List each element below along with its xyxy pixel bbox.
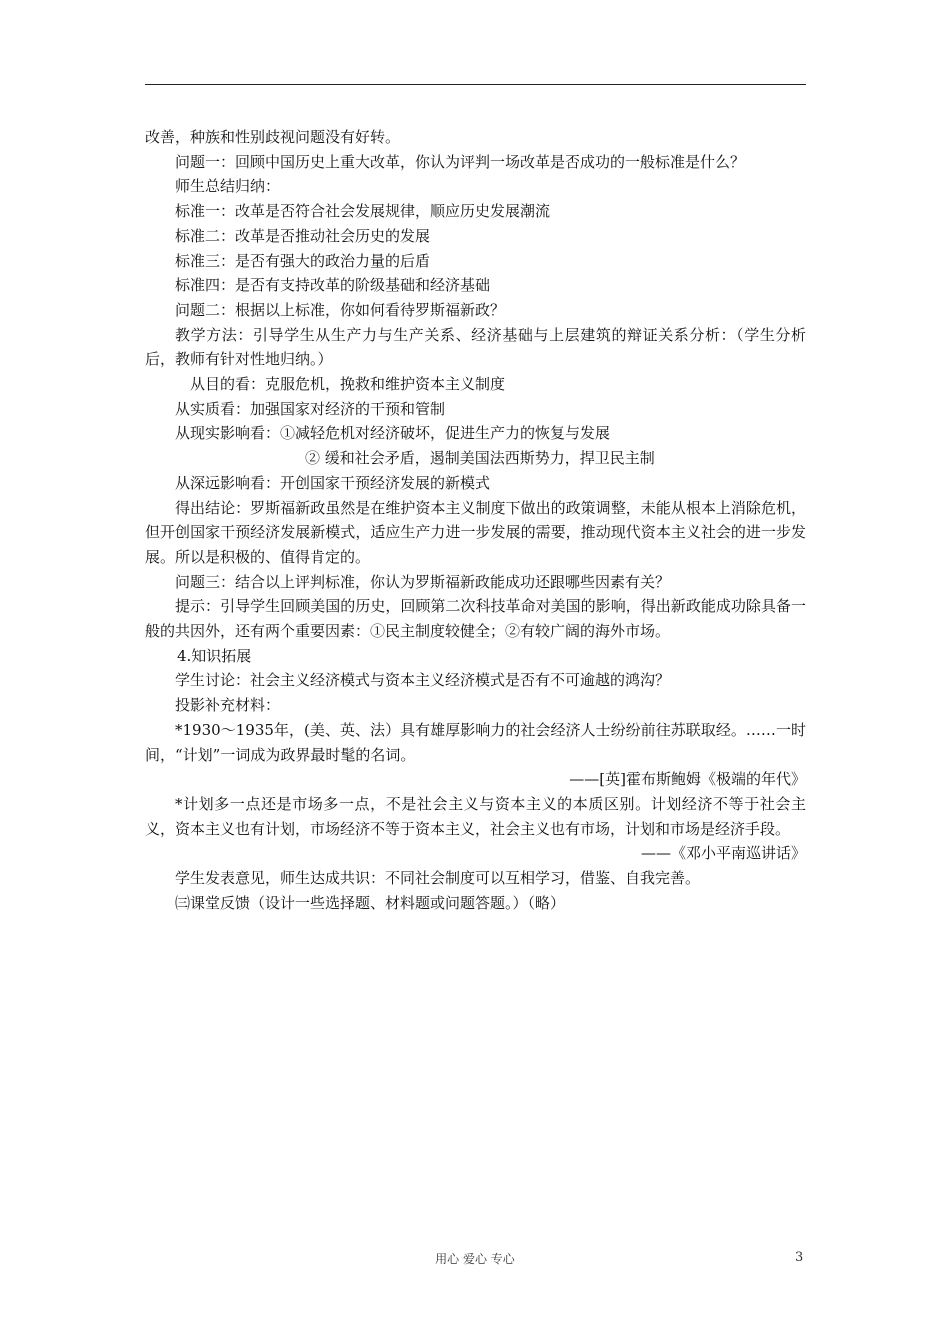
quote-source: ——《邓小平南巡讲话》	[640, 844, 806, 863]
paragraph: 师生总结归纳：	[175, 177, 281, 196]
paragraph: 学生发表意见，师生达成共识：不同社会制度可以互相学习，借鉴、自我完善。	[175, 869, 701, 888]
quote-paragraph: *1930～1935年，(美、英、法）具有雄厚影响力的社会经济人士纷纷前往苏联取经。……一时间，“计划”一词成为政界最时髦的名词。	[145, 720, 806, 764]
question-one: 问题一：回顾中国历史上重大改革，你认为评判一场改革是否成功的一般标准是什么？	[175, 152, 746, 171]
page-number: 3	[795, 1250, 804, 1265]
analysis-item: 从现实影响看：①减轻危机对经济破坏，促进生产力的恢复与发展	[175, 424, 611, 443]
quote-source: ——[英]霍布斯鲍姆《极端的年代》	[569, 770, 806, 789]
question-two: 问题二：根据以上标准，你如何看待罗斯福新政？	[175, 300, 506, 319]
footer-text: 用心 爱心 专心	[435, 1252, 515, 1266]
analysis-item: 从实质看：加强国家对经济的干预和管制	[175, 399, 446, 418]
section-heading: 4.知识拓展	[177, 646, 252, 665]
document-body	[145, 125, 806, 916]
quote-paragraph: *计划多一点还是市场多一点，不是社会主义与资本主义的本质区别。计划经济不等于社会主义，资本主义也有计划，市场经济不等于资本主义，社会主义也有市场，计划和市场是经济手段。	[145, 794, 806, 838]
criterion-item: 标准二：改革是否推动社会历史的发展	[175, 226, 431, 245]
criterion-item: 标准四：是否有支持改革的阶级基础和经济基础	[175, 276, 491, 295]
conclusion-paragraph: 得出结论：罗斯福新政虽然是在维护资本主义制度下做出的政策调整，未能从根本上消除危机，但开创国家干预经济发展新模式，适应生产力进一步发展的需要，推动现代资本主义社会的进一步发展。所以是积极的、值得肯定的。	[145, 498, 806, 566]
analysis-item: 从目的看：克服危机，挽救和维护资本主义制度	[190, 375, 506, 394]
paragraph: 教学方法：引导学生从生产力与生产关系、经济基础与上层建筑的辩证关系分析：（学生分析后，教师有针对性地归纳。）	[145, 325, 806, 369]
analysis-item: ② 缓和社会矛盾，遏制美国法西斯势力，捍卫民主制	[305, 449, 655, 468]
paragraph: 改善，种族和性别歧视问题没有好转。	[145, 128, 401, 146]
paragraph: 学生讨论：社会主义经济模式与资本主义经济模式是否有不可逾越的鸿沟？	[175, 671, 671, 690]
criterion-item: 标准三：是否有强大的政治力量的后盾	[175, 251, 431, 270]
hint-paragraph: 提示：引导学生回顾美国的历史，回顾第二次科技革命对美国的影响，得出新政能成功除具备一般的共因外，还有两个重要因素：①民主制度较健全；②有较广阔的海外市场。	[145, 597, 806, 641]
header-rule	[145, 84, 806, 85]
paragraph: ㈢课堂反馈（设计一些选择题、材料题或问题答题。）（略）	[175, 893, 566, 912]
analysis-item: 从深远影响看：开创国家干预经济发展的新模式	[175, 473, 491, 492]
criterion-item: 标准一：改革是否符合社会发展规律，顺应历史发展潮流	[175, 202, 551, 221]
question-three: 问题三：结合以上评判标准，你认为罗斯福新政能成功还跟哪些因素有关？	[175, 572, 671, 591]
paragraph: 投影补充材料：	[175, 696, 281, 715]
